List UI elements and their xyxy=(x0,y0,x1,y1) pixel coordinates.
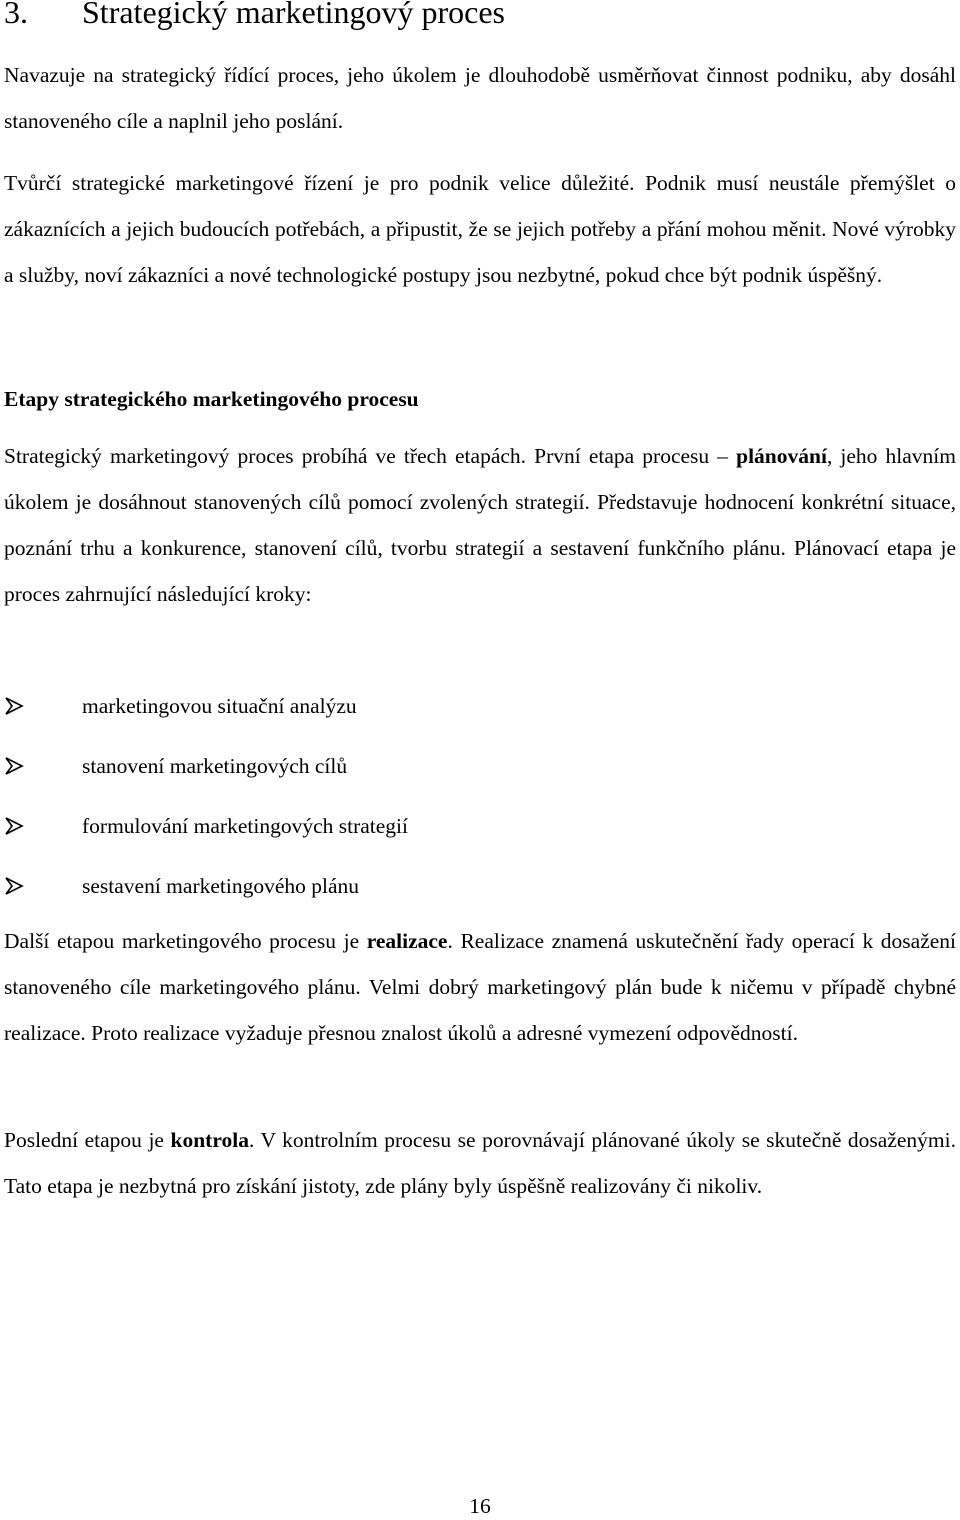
realization-text-before: Další etapou marketingového procesu je xyxy=(4,929,367,953)
planning-paragraph xyxy=(4,433,956,617)
intro-paragraph: Navazuje na strategický řídící proces, jeho úkolem je dlouhodobě usměrňovat činnost podniku, aby dosáhl stanoveného cíle a naplnil jeho poslání. xyxy=(4,63,956,133)
list-item-label: stanovení marketingových cílů xyxy=(82,753,348,778)
arrow-bullet-icon xyxy=(4,756,82,776)
page-number: 16 xyxy=(469,1494,491,1518)
creative-management-paragraph: Tvůrčí strategické marketingové řízení je pro podnik velice důležité. Podnik musí neustále přemýšlet o zákaznících a jejich budoucích potřebách, a připustit, že se jejich potřeby a přání mohou měnit. Nové výrobky a služby, noví zákazníci a nové technologické postupy jsou nezbytné, pokud chce být podnik úspěšný. xyxy=(4,171,956,287)
chapter-number: 3. xyxy=(4,0,28,30)
arrow-bullet-icon xyxy=(4,816,82,836)
list-item-label: marketingovou situační analýzu xyxy=(82,693,357,718)
section-heading: Etapy strategického marketingového procesu xyxy=(4,387,419,411)
planning-text-after: , jeho hlavním úkolem je dosáhnout stanovených cílů pomocí zvolených strategií. Představuje hodnocení konkrétní situace, poznání trhu a konkurence, stanovení cílů, tvorbu strategií a sestavení funkčního plánu. Plánovací etapa je proces zahrnující následující kroky: xyxy=(4,444,957,606)
control-text-before: Poslední etapou je xyxy=(4,1128,171,1152)
list-item-label: formulování marketingových strategií xyxy=(82,813,408,838)
control-term: kontrola xyxy=(170,1128,249,1152)
list-item-label: sestavení marketingového plánu xyxy=(82,873,360,898)
arrow-bullet-icon xyxy=(4,696,82,716)
realization-text-after: . Realizace znamená uskutečnění řady operací k dosažení stanoveného cíle marketingového plánu. Velmi dobrý marketingový plán bude k ničemu v případě chybné realizace. Proto realizace vyžaduje přesnou znalost úkolů a adresné vymezení odpovědností. xyxy=(4,929,957,1045)
planning-steps-list xyxy=(4,676,408,916)
list-item xyxy=(4,736,408,796)
realization-paragraph xyxy=(4,918,956,1056)
list-item xyxy=(4,676,408,736)
control-text-after: . V kontrolním procesu se porovnávají plánované úkoly se skutečně dosaženými. Tato etapa je nezbytná pro získání jistoty, zde plány byly úspěšně realizovány či nikoliv. xyxy=(4,1128,957,1198)
planning-text-before: Strategický marketingový proces probíhá ve třech etapách. První etapa procesu – xyxy=(4,444,737,468)
chapter-title: Strategický marketingový proces xyxy=(82,0,505,30)
realization-term: realizace xyxy=(366,929,448,953)
control-paragraph xyxy=(4,1117,956,1209)
list-item xyxy=(4,796,408,856)
list-item xyxy=(4,856,408,916)
chapter-heading xyxy=(4,0,505,31)
planning-term: plánování xyxy=(736,444,827,468)
arrow-bullet-icon xyxy=(4,876,82,896)
